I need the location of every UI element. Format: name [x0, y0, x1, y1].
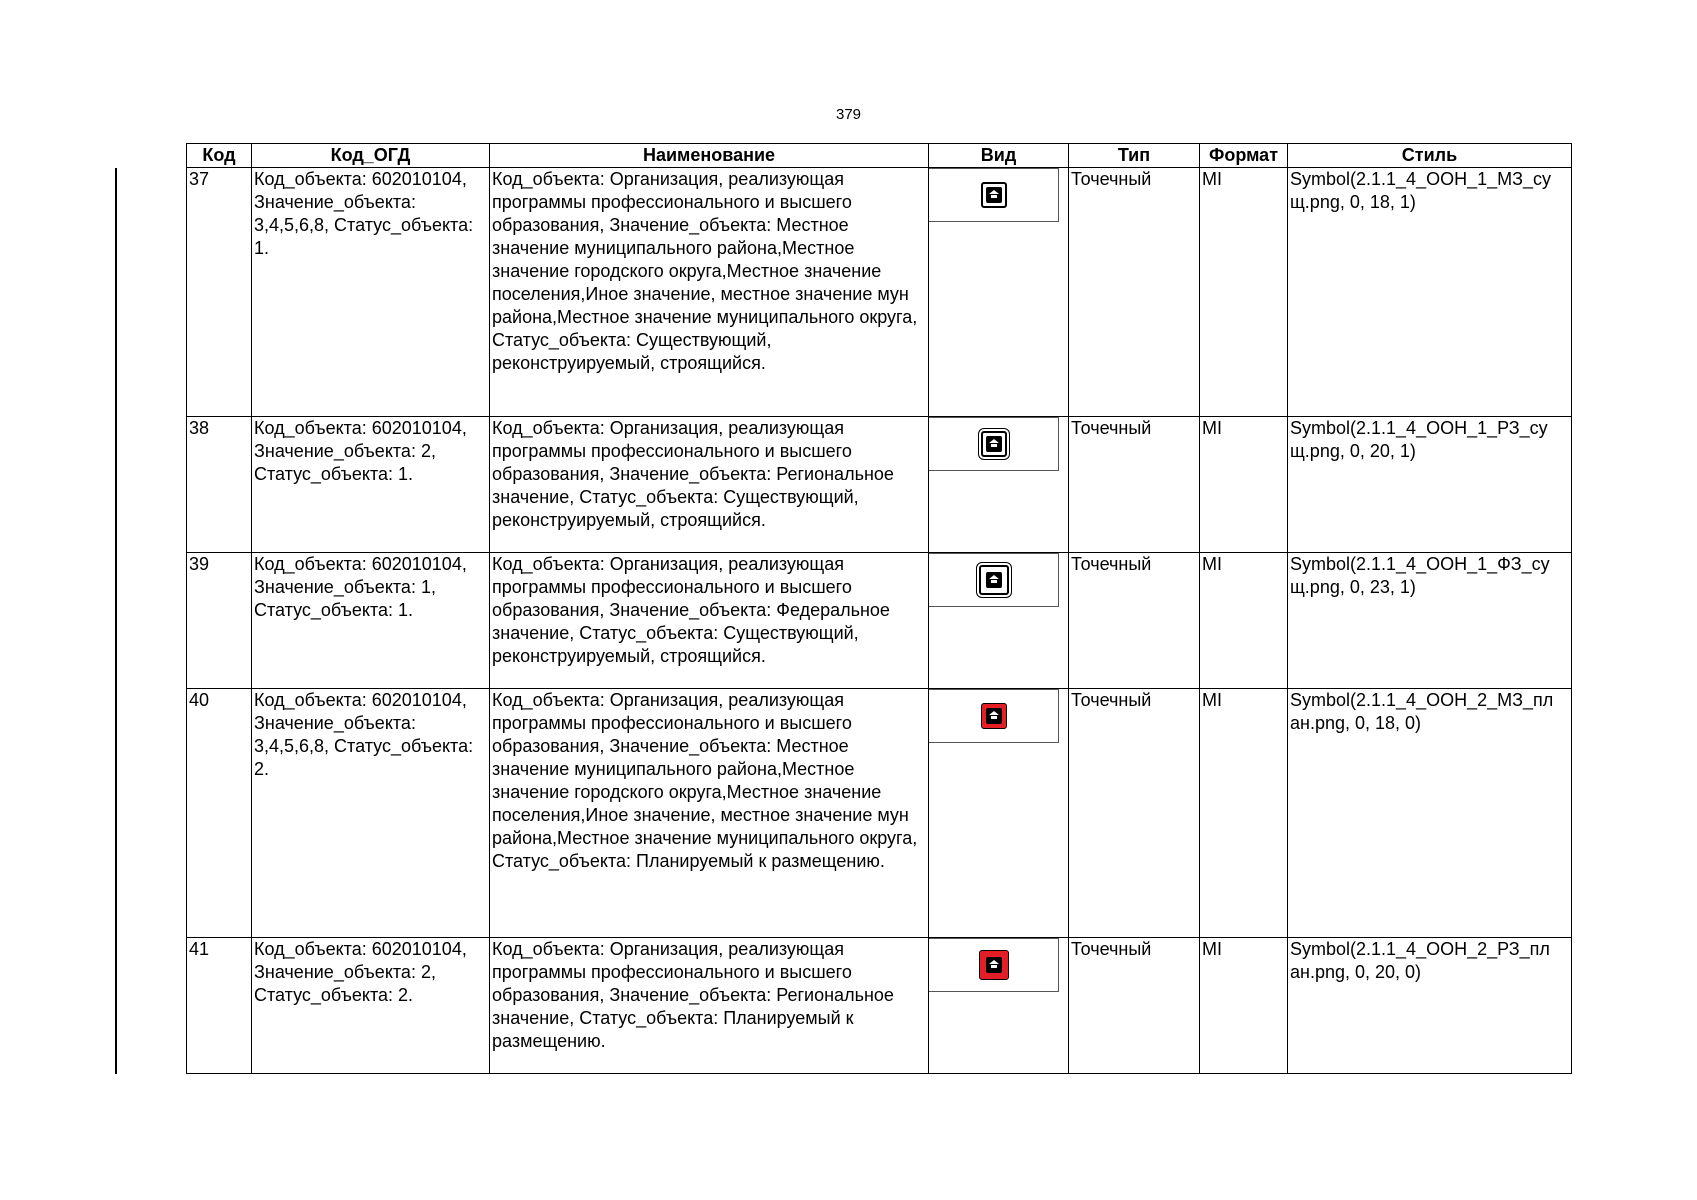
- cell-style: Symbol(2.1.1_4_ООН_2_МЗ_пл ан.png, 0, 18, 0): [1288, 689, 1572, 938]
- university-planned-regional-icon: [979, 950, 1009, 980]
- cell-ogd: Код_объекта: 602010104, Значение_объекта: 2, Статус_объекта: 2.: [252, 938, 490, 1074]
- cell-style: Symbol(2.1.1_4_ООН_1_МЗ_су щ.png, 0, 18, 1): [1288, 168, 1572, 417]
- cell-format: MI: [1200, 168, 1288, 417]
- cell-view: [929, 553, 1069, 689]
- cell-name: Код_объекта: Организация, реализующая программы профессионального и высшего образования, Значение_объекта: Региональное значение, Статус_объекта: Существующий, реконструируемый, строящийся.: [490, 417, 929, 553]
- symbol-frame: [929, 938, 1059, 992]
- header-name: Наименование: [490, 144, 929, 168]
- university-planned-local-icon: [981, 703, 1007, 729]
- cell-ogd: Код_объекта: 602010104, Значение_объекта: 1, Статус_объекта: 1.: [252, 553, 490, 689]
- cell-style: Symbol(2.1.1_4_ООН_1_РЗ_су щ.png, 0, 20, 1): [1288, 417, 1572, 553]
- cell-type: Точечный: [1069, 938, 1200, 1074]
- header-style: Стиль: [1288, 144, 1572, 168]
- table-row: [187, 689, 1572, 938]
- cell-type: Точечный: [1069, 417, 1200, 553]
- cell-format: MI: [1200, 417, 1288, 553]
- cell-format: MI: [1200, 553, 1288, 689]
- table-row: [187, 168, 1572, 417]
- cell-format: MI: [1200, 938, 1288, 1074]
- cell-code: 40: [187, 689, 252, 938]
- header-ogd: Код_ОГД: [252, 144, 490, 168]
- symbol-register-table: [186, 143, 1572, 1074]
- header-view: Вид: [929, 144, 1069, 168]
- table-row: [187, 553, 1572, 689]
- symbol-frame: [929, 168, 1059, 222]
- cell-name: Код_объекта: Организация, реализующая программы профессионального и высшего образования, Значение_объекта: Местное значение муниципального района,Местное значение городского округа,Местное значение поселения,Иное значение, местное значение мун района,Местное значение муниципального округа, Статус_объекта: Планируемый к размещению.: [490, 689, 929, 938]
- symbol-frame: [929, 689, 1059, 743]
- university-existing-regional-icon: [981, 431, 1007, 457]
- cell-code: 37: [187, 168, 252, 417]
- cell-view: [929, 689, 1069, 938]
- cell-type: Точечный: [1069, 553, 1200, 689]
- cell-name: Код_объекта: Организация, реализующая программы профессионального и высшего образования, Значение_объекта: Федеральное значение, Статус_объекта: Существующий, реконструируемый, строящийся.: [490, 553, 929, 689]
- table-row: [187, 417, 1572, 553]
- cell-style: Symbol(2.1.1_4_ООН_1_ФЗ_су щ.png, 0, 23, 1): [1288, 553, 1572, 689]
- page-number: 379: [835, 106, 862, 123]
- symbol-frame: [929, 417, 1059, 471]
- header-type: Тип: [1069, 144, 1200, 168]
- cell-code: 39: [187, 553, 252, 689]
- header-row: [187, 144, 1572, 168]
- cell-code: 41: [187, 938, 252, 1074]
- cell-ogd: Код_объекта: 602010104, Значение_объекта: 3,4,5,6,8, Статус_объекта: 2.: [252, 689, 490, 938]
- cell-view: [929, 168, 1069, 417]
- university-existing-local-icon: [981, 182, 1007, 208]
- cell-ogd: Код_объекта: 602010104, Значение_объекта: 3,4,5,6,8, Статус_объекта: 1.: [252, 168, 490, 417]
- header-format: Формат: [1200, 144, 1288, 168]
- cell-format: MI: [1200, 689, 1288, 938]
- table-row: [187, 938, 1572, 1074]
- cell-type: Точечный: [1069, 168, 1200, 417]
- cell-type: Точечный: [1069, 689, 1200, 938]
- cell-name: Код_объекта: Организация, реализующая программы профессионального и высшего образования, Значение_объекта: Региональное значение, Статус_объекта: Планируемый к размещению.: [490, 938, 929, 1074]
- cell-ogd: Код_объекта: 602010104, Значение_объекта: 2, Статус_объекта: 1.: [252, 417, 490, 553]
- university-existing-federal-icon: [979, 565, 1009, 595]
- header-code: Код: [187, 144, 252, 168]
- margin-rule: [115, 168, 117, 1074]
- cell-view: [929, 938, 1069, 1074]
- symbol-frame: [929, 553, 1059, 607]
- cell-view: [929, 417, 1069, 553]
- cell-code: 38: [187, 417, 252, 553]
- cell-style: Symbol(2.1.1_4_ООН_2_РЗ_пл ан.png, 0, 20, 0): [1288, 938, 1572, 1074]
- cell-name: Код_объекта: Организация, реализующая программы профессионального и высшего образования, Значение_объекта: Местное значение муниципального района,Местное значение городского округа,Местное значение поселения,Иное значение, местное значение мун района,Местное значение муниципального округа, Статус_объекта: Существующий, реконструируемый, строящийся.: [490, 168, 929, 417]
